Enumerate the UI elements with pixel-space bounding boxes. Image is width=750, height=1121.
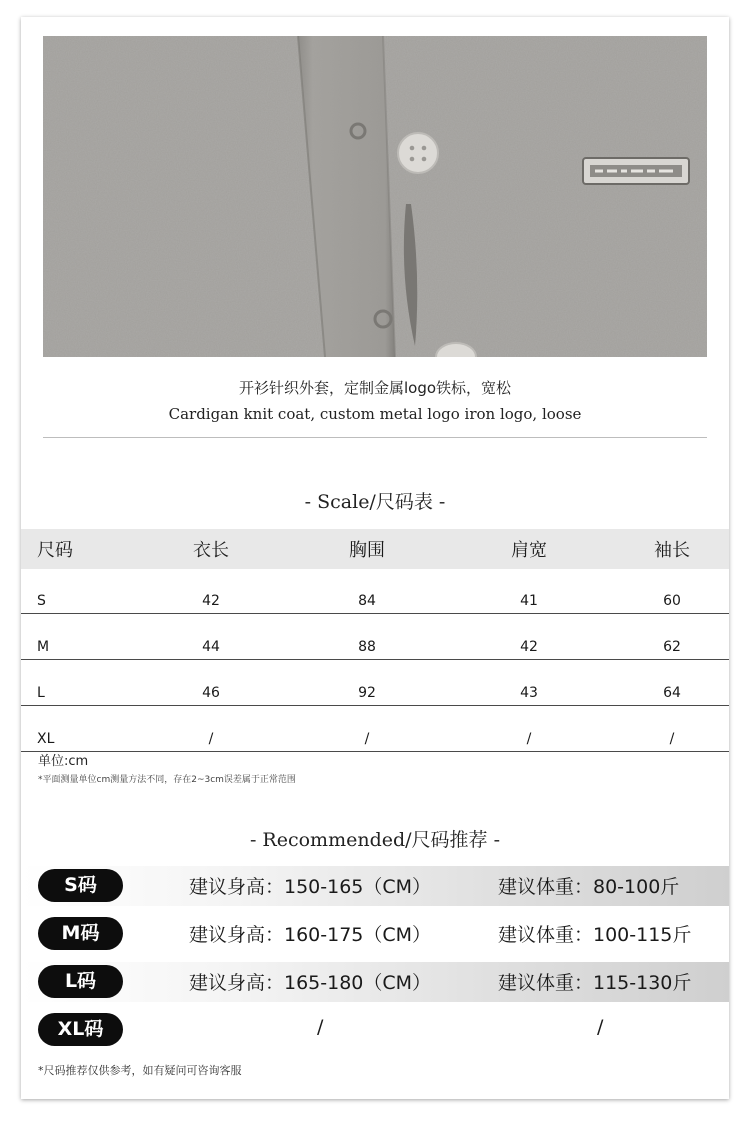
recommend-row-m [21, 914, 729, 954]
size-table-header [21, 529, 729, 569]
knit-cardigan-closeup-image [43, 36, 707, 357]
recommend-row-l [21, 962, 729, 1002]
cell-length: 42 [131, 569, 291, 614]
table-row [21, 614, 729, 660]
cell-shoulder: 42 [443, 614, 615, 660]
recommended-weight: / [597, 1016, 604, 1038]
table-row [21, 706, 729, 752]
cell-length: 46 [131, 660, 291, 706]
caption-chinese: 开衫针织外套，定制金属logo铁标，宽松 [238, 379, 512, 397]
size-badge: L码 [38, 965, 123, 998]
cell-sleeve: 64 [615, 660, 729, 706]
header-chest: 胸围 [291, 529, 443, 569]
table-row [21, 660, 729, 706]
cell-chest: / [291, 706, 443, 752]
cell-length: / [131, 706, 291, 752]
recommend-note: *尺码推荐仅供参考，如有疑问可咨询客服 [38, 1064, 242, 1077]
recommended-section-title: - Recommended/尺码推荐 - [249, 829, 501, 851]
recommend-row-xl [21, 1010, 729, 1050]
section-divider [43, 437, 707, 438]
cell-length: 44 [131, 614, 291, 660]
recommended-height: / [317, 1016, 324, 1038]
cell-shoulder: 43 [443, 660, 615, 706]
header-length: 衣长 [131, 529, 291, 569]
recommended-weight: 建议体重：80-100斤 [498, 876, 680, 898]
size-badge: XL码 [38, 1013, 123, 1046]
size-table [21, 529, 729, 752]
measurement-note: *平面测量单位cm测量方法不同，存在2~3cm误差属于正常范围 [38, 775, 296, 785]
cell-sleeve: / [615, 706, 729, 752]
size-badge: S码 [38, 869, 123, 902]
caption-english: Cardigan knit coat, custom metal logo iron logo, loose [168, 405, 582, 423]
cell-shoulder: / [443, 706, 615, 752]
cell-size: M [21, 614, 131, 660]
cell-chest: 88 [291, 614, 443, 660]
recommended-weight: 建议体重：100-115斤 [498, 924, 692, 946]
cell-size: L [21, 660, 131, 706]
cell-size: S [21, 569, 131, 614]
recommended-weight: 建议体重：115-130斤 [498, 972, 692, 994]
cell-chest: 84 [291, 569, 443, 614]
cell-shoulder: 41 [443, 569, 615, 614]
recommended-height: 建议身高：165-180（CM） [189, 972, 432, 994]
scale-section-title: - Scale/尺码表 - [304, 491, 446, 513]
header-shoulder: 肩宽 [443, 529, 615, 569]
header-size: 尺码 [21, 529, 131, 569]
size-chart-card [21, 17, 729, 1099]
table-row [21, 569, 729, 614]
cell-chest: 92 [291, 660, 443, 706]
cell-sleeve: 60 [615, 569, 729, 614]
header-sleeve: 袖长 [615, 529, 729, 569]
recommend-row-s [21, 866, 729, 906]
size-badge: M码 [38, 917, 123, 950]
cell-size: XL [21, 706, 131, 752]
unit-label: 单位:cm [38, 754, 89, 769]
recommended-height: 建议身高：150-165（CM） [189, 876, 432, 898]
product-fabric-photo [43, 36, 707, 357]
recommended-height: 建议身高：160-175（CM） [189, 924, 432, 946]
cell-sleeve: 62 [615, 614, 729, 660]
